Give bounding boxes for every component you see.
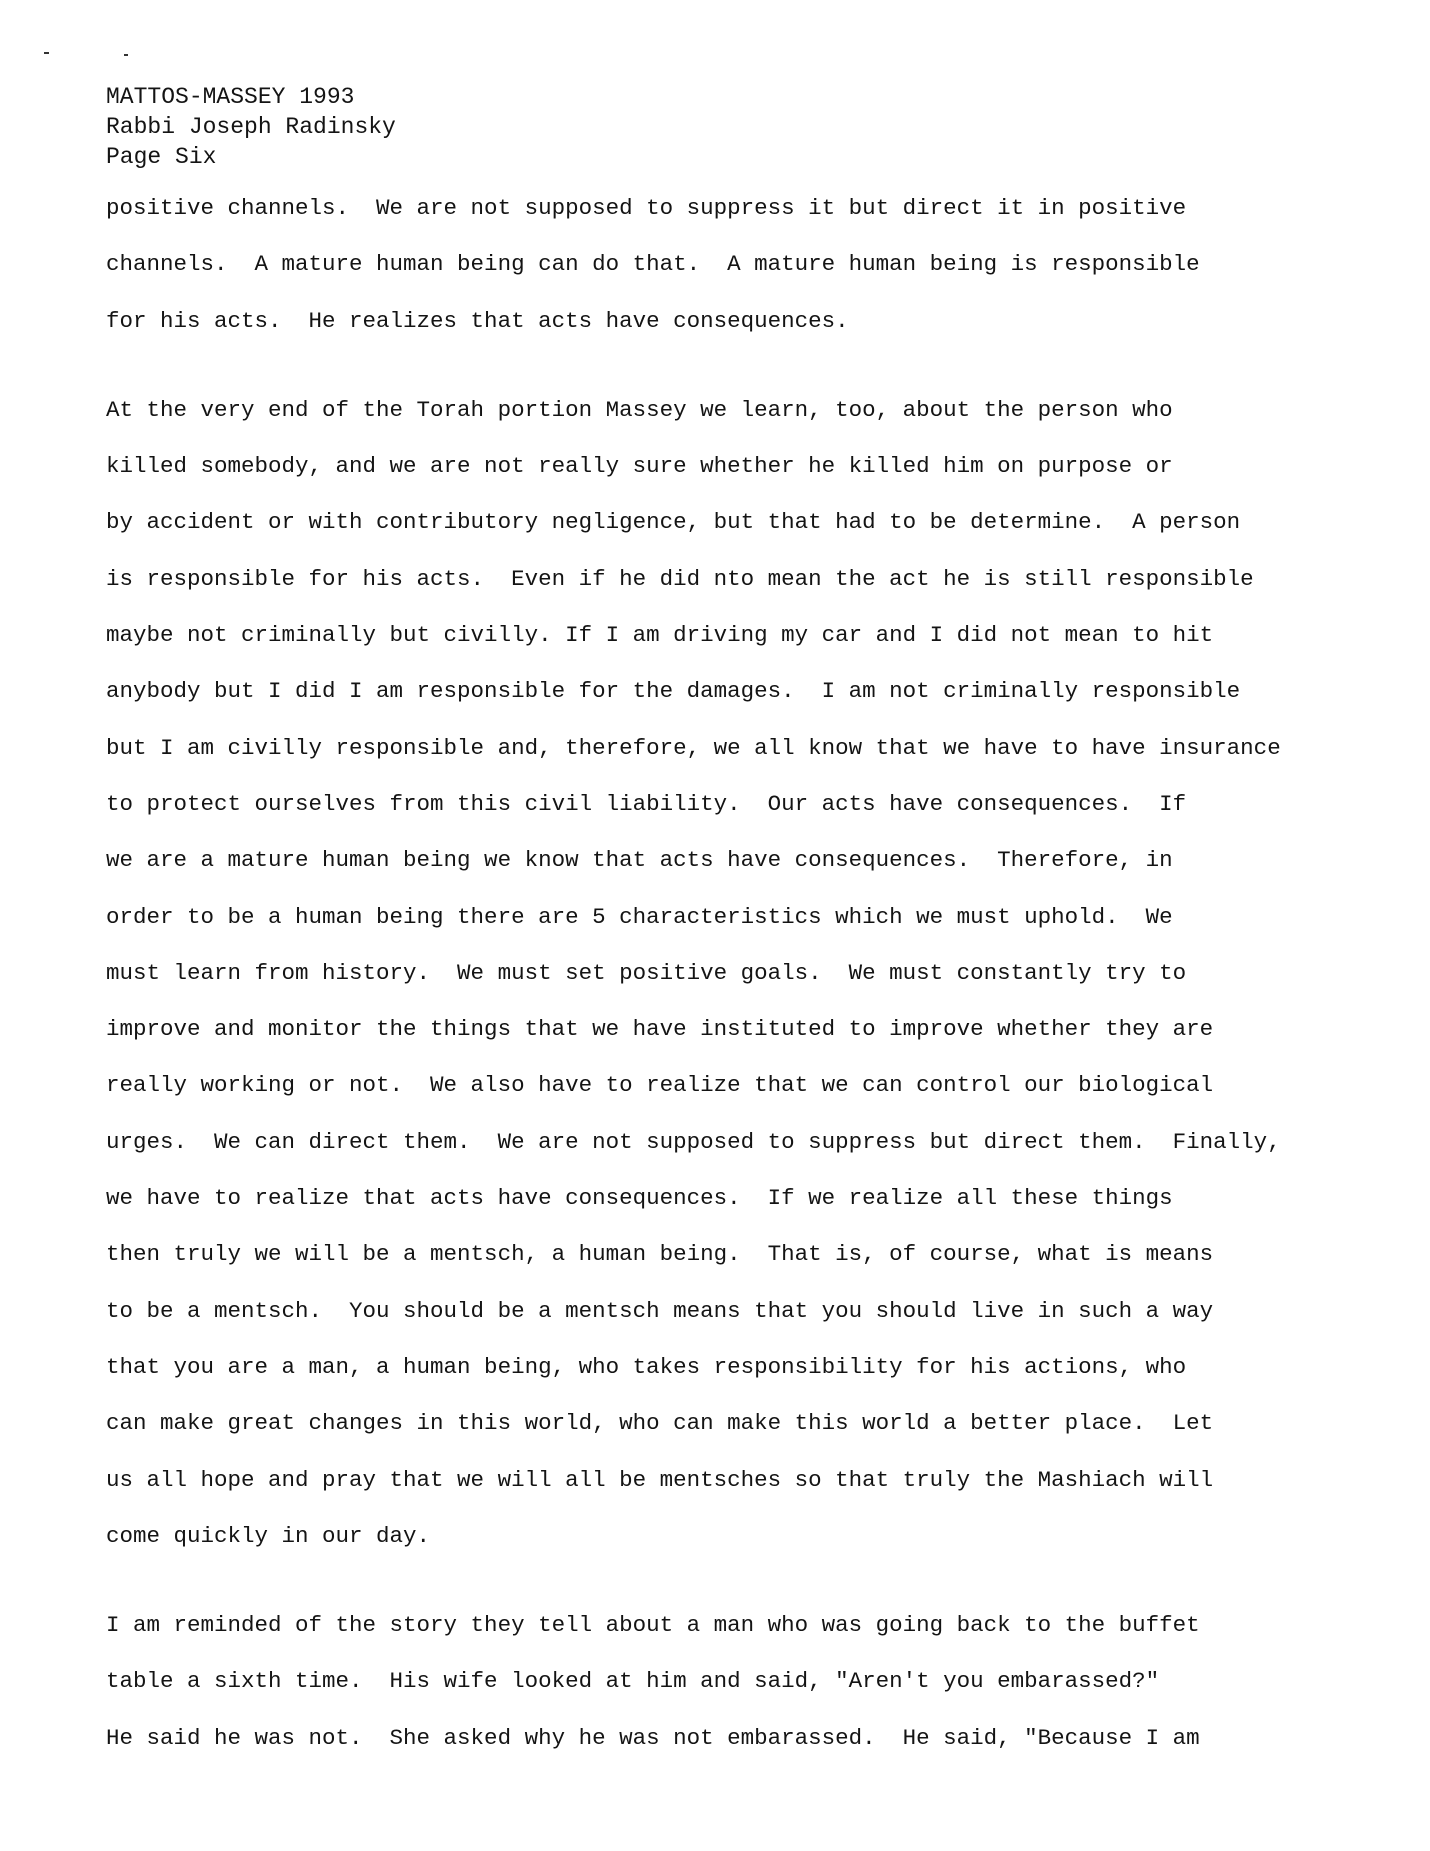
text-line: urges. We can direct them. We are not supposed to suppress but direct them. Finally, — [106, 1128, 1281, 1155]
body-text — [106, 193, 1306, 1779]
text-line: that you are a man, a human being, who takes responsibility for his actions, who — [106, 1353, 1187, 1380]
text-line: really working or not. We also have to realize that we can control our biological — [106, 1072, 1214, 1099]
text-line: is responsible for his acts. Even if he did nto mean the act he is still responsible — [106, 565, 1254, 592]
text-line: He said he was not. She asked why he was not embarassed. He said, "Because I am — [106, 1724, 1200, 1751]
text-line: but I am civilly responsible and, therefore, we all know that we have to have insurance — [106, 734, 1281, 761]
paragraph-1 — [106, 193, 1306, 362]
text-line: we have to realize that acts have consequences. If we realize all these things — [106, 1185, 1173, 1212]
text-line: to be a mentsch. You should be a mentsch means that you should live in such a way — [106, 1297, 1214, 1324]
text-line: anybody but I did I am responsible for the damages. I am not criminally responsible — [106, 678, 1241, 705]
text-line: we are a mature human being we know that acts have consequences. Therefore, in — [106, 847, 1173, 874]
text-line: can make great changes in this world, who can make this world a better place. Let — [106, 1410, 1214, 1437]
text-line: table a sixth time. His wife looked at him and said, "Aren't you embarassed?" — [106, 1668, 1160, 1695]
text-line: come quickly in our day. — [106, 1522, 431, 1549]
text-line: positive channels. We are not supposed to suppress it but direct it in positive — [106, 195, 1187, 221]
paragraph-gap — [106, 362, 1306, 395]
text-line: by accident or with contributory negligence, but that had to be determine. A person — [106, 509, 1241, 536]
text-line: must learn from history. We must set positive goals. We must constantly try to — [106, 959, 1187, 986]
page-header — [106, 82, 396, 172]
paragraph-gap — [106, 1577, 1306, 1610]
text-line: then truly we will be a mentsch, a human being. That is, of course, what is means — [106, 1241, 1214, 1268]
text-line: improve and monitor the things that we have instituted to improve whether they are — [106, 1016, 1214, 1043]
text-line: for his acts. He realizes that acts have consequences. — [106, 307, 849, 334]
paragraph-2 — [106, 395, 1306, 1577]
text-line: channels. A mature human being can do that. A mature human being is responsible — [106, 251, 1200, 278]
text-line: killed somebody, and we are not really sure whether he killed him on purpose or — [106, 453, 1173, 480]
text-line: us all hope and pray that we will all be mentsches so that truly the Mashiach will — [106, 1466, 1214, 1493]
text-line: order to be a human being there are 5 characteristics which we must uphold. We — [106, 903, 1173, 930]
header-page-number: Page Six — [106, 144, 217, 170]
text-line: to protect ourselves from this civil liability. Our acts have consequences. If — [106, 790, 1187, 817]
paragraph-3 — [106, 1610, 1306, 1779]
text-line: maybe not criminally but civilly. If I am driving my car and I did not mean to hit — [106, 622, 1214, 649]
text-line: I am reminded of the story they tell about a man who was going back to the buffet — [106, 1612, 1200, 1639]
header-author: Rabbi Joseph Radinsky — [106, 114, 396, 140]
text-line: At the very end of the Torah portion Massey we learn, too, about the person who — [106, 396, 1173, 423]
header-title: MATTOS-MASSEY 1993 — [106, 84, 355, 110]
